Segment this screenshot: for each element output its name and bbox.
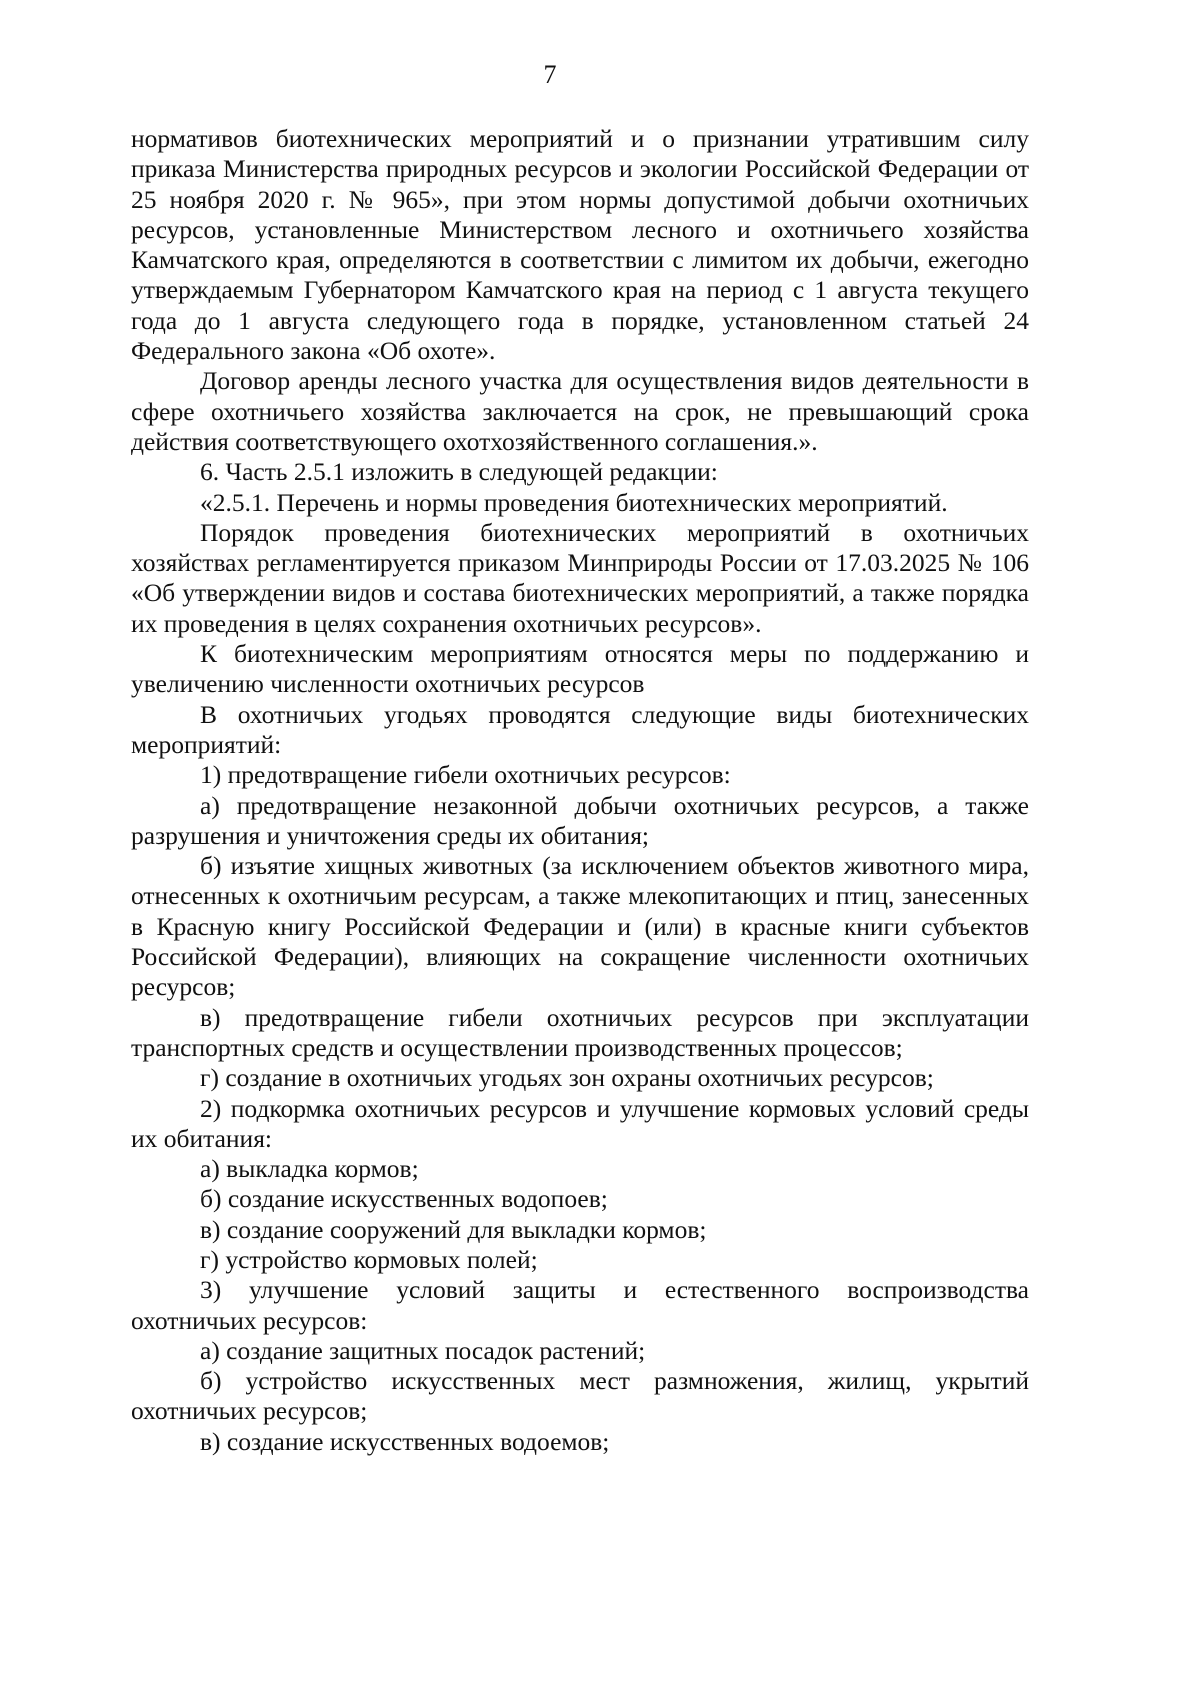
list-item: а) выкладка кормов; bbox=[200, 1154, 419, 1184]
paragraph: «2.5.1. Перечень и нормы проведения биотехнических мероприятий. bbox=[200, 487, 948, 517]
list-item: 3) улучшение условий защиты и естественного воспроизводства охотничьих ресурсов: bbox=[131, 1275, 1029, 1335]
page-number: 7 bbox=[543, 60, 557, 89]
paragraph: Порядок проведения биотехнических мероприятий в охотничьих хозяйствах регламентируется приказом Минприроды России от 17.03.2025 № 106 «Об утверждении видов и состава биотехнических мероприятий, а также порядка их проведения в целях сохранения охотничьих ресурсов». bbox=[131, 517, 1029, 638]
list-item: а) создание защитных посадок растений; bbox=[200, 1335, 646, 1365]
list-item: 1) предотвращение гибели охотничьих ресурсов: bbox=[200, 760, 731, 790]
list-item: в) создание искусственных водоемов; bbox=[200, 1426, 610, 1456]
list-item: г) устройство кормовых полей; bbox=[200, 1244, 538, 1274]
list-item: в) создание сооружений для выкладки кормов; bbox=[200, 1214, 707, 1244]
list-item: 2) подкормка охотничьих ресурсов и улучшение кормовых условий среды их обитания: bbox=[131, 1093, 1029, 1153]
paragraph: Договор аренды лесного участка для осуществления видов деятельности в сфере охотничьего хозяйства заключается на срок, не превышающий срока действия соответствующего охотхозяйственного соглашения.». bbox=[131, 366, 1029, 456]
list-item: г) создание в охотничьих угодьях зон охраны охотничьих ресурсов; bbox=[200, 1063, 934, 1093]
paragraph: В охотничьих угодьях проводятся следующие виды биотехнических мероприятий: bbox=[131, 699, 1029, 759]
list-item: б) устройство искусственных мест размножения, жилищ, укрытий охотничьих ресурсов; bbox=[131, 1366, 1029, 1426]
list-item: в) предотвращение гибели охотничьих ресурсов при эксплуатации транспортных средств и осуществлении производственных процессов; bbox=[131, 1002, 1029, 1062]
paragraph: 6. Часть 2.5.1 изложить в следующей редакции: bbox=[200, 457, 718, 487]
paragraph: нормативов биотехнических мероприятий и о признании утратившим силу приказа Министерства природных ресурсов и экологии Российской Федерации от 25 ноября 2020 г. № 965», при этом нормы допустимой добычи охотничьих ресурсов, установленные Министерством лесного и охотничьего хозяйства Камчатского края, определяются в соответствии с лимитом их добычи, ежегодно утверждаемым Губернатором Камчатского края на период с 1 августа текущего года до 1 августа следующего года в порядке, установленном статьей 24 Федерального закона «Об охоте». bbox=[131, 124, 1029, 366]
list-item: б) создание искусственных водопоев; bbox=[200, 1184, 608, 1214]
list-item: а) предотвращение незаконной добычи охотничьих ресурсов, а также разрушения и уничтожения среды их обитания; bbox=[131, 790, 1029, 850]
list-item: б) изъятие хищных животных (за исключением объектов животного мира, отнесенных к охотничьим ресурсам, а также млекопитающих и птиц, занесенных в Красную книгу Российской Федерации и (или) в красные книги субъектов Российской Федерации), влияющих на сокращение численности охотничьих ресурсов; bbox=[131, 851, 1029, 1002]
document-body bbox=[131, 124, 1029, 1457]
paragraph: К биотехническим мероприятиям относятся меры по поддержанию и увеличению численности охотничьих ресурсов bbox=[131, 639, 1029, 699]
